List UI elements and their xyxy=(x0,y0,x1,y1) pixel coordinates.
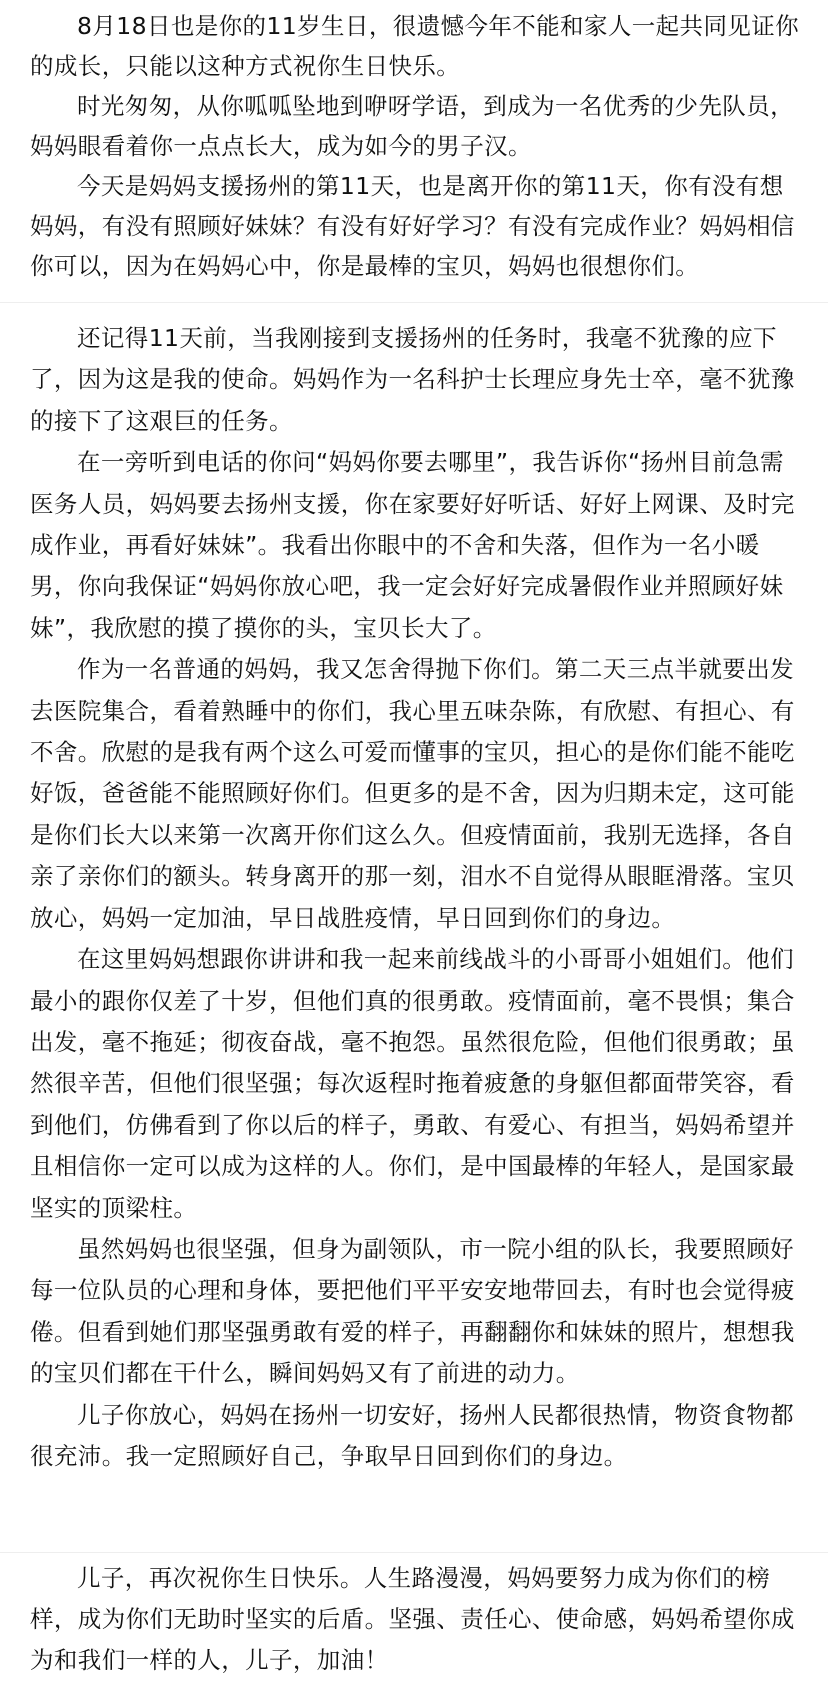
paragraph-reassurance: 儿子你放心，妈妈在扬州一切安好，扬州人民都很热情，物资食物都很充沛。我一定照顾好自己，争取早日回到你们的身边。 xyxy=(30,1400,794,1470)
paragraph-growing-up: 时光匆匆，从你呱呱坠地到咿呀学语，到成为一名优秀的少先队员，妈妈眼看着你一点点长大，成为如今的男子汉。 xyxy=(30,92,794,160)
paragraph-birthday-greeting: 8月18日也是你的11岁生日，很遗憾今年不能和家人一起共同见证你的成长，只能以这种方式祝你生日快乐。 xyxy=(30,12,800,80)
letter-section-body xyxy=(30,318,800,1477)
paragraph-day-eleven: 今天是妈妈支援扬州的第11天，也是离开你的第11天，你有没有想妈妈，有没有照顾好妹妹？有没有好好学习？有没有完成作业？妈妈相信你可以，因为在妈妈心中，你是最棒的宝贝，妈妈也很想你们。 xyxy=(30,172,795,280)
letter-section-opening xyxy=(30,6,800,286)
paragraph-team-leader: 虽然妈妈也很坚强，但身为副领队，市一院小组的队长，我要照顾好每一位队员的心理和身体，要把他们平平安安地带回去，有时也会觉得疲倦。但看到她们那坚强勇敢有爱的样子，再翻翻你和妹妹的照片，想想我的宝贝们都在干什么，瞬间妈妈又有了前进的动力。 xyxy=(30,1234,795,1388)
paragraph-phone-call: 在一旁听到电话的你问“妈妈你要去哪里”，我告诉你“扬州目前急需医务人员，妈妈要去扬州支援，你在家要好好听话、好好上网课、及时完成作业，再看好妹妹”。我看出你眼中的不舍和失落，但作为一名小暖男，你向我保证“妈妈你放心吧，我一定会好好完成暑假作业并照顾好妹妹”，我欣慰的摸了摸你的头，宝贝长大了。 xyxy=(30,448,795,642)
section-divider xyxy=(0,1552,828,1553)
paragraph-young-colleagues: 在这里妈妈想跟你讲讲和我一起来前线战斗的小哥哥小姐姐们。他们最小的跟你仅差了十岁，但他们真的很勇敢。疫情面前，毫不畏惧；集合出发，毫不拖延；彻夜奋战，毫不抱怨。虽然很危险，但他们很勇敢；虽然很辛苦，但他们很坚强；每次返程时拖着疲惫的身躯但都面带笑容，看到他们，仿佛看到了你以后的样子，勇敢、有爱心、有担当，妈妈希望并且相信你一定可以成为这样的人。你们，是中国最棒的年轻人，是国家最坚实的顶梁柱。 xyxy=(30,945,795,1222)
letter-section-closing xyxy=(30,1558,800,1681)
paragraph-leaving-home: 作为一名普通的妈妈，我又怎舍得抛下你们。第二天三点半就要出发去医院集合，看着熟睡中的你们，我心里五味杂陈，有欣慰、有担心、有不舍。欣慰的是我有两个这么可爱而懂事的宝贝，担心的是你们能不能吃好饭，爸爸能不能照顾好你们。但更多的是不舍，因为归期未定，这可能是你们长大以来第一次离开你们这么久。但疫情面前，我别无选择，各自亲了亲你们的额头。转身离开的那一刻，泪水不自觉得从眼眶滑落。宝贝放心，妈妈一定加油，早日战胜疫情，早日回到你们的身边。 xyxy=(30,655,795,932)
paragraph-closing-wishes: 儿子，再次祝你生日快乐。人生路漫漫，妈妈要努力成为你们的榜样，成为你们无助时坚实的后盾。坚强、责任心、使命感，妈妈希望你成为和我们一样的人，儿子，加油！ xyxy=(30,1564,795,1674)
section-divider xyxy=(0,302,828,303)
paragraph-accepting-mission: 还记得11天前，当我刚接到支援扬州的任务时，我毫不犹豫的应下了，因为这是我的使命。妈妈作为一名科护士长理应身先士卒，毫不犹豫的接下了这艰巨的任务。 xyxy=(30,324,795,435)
